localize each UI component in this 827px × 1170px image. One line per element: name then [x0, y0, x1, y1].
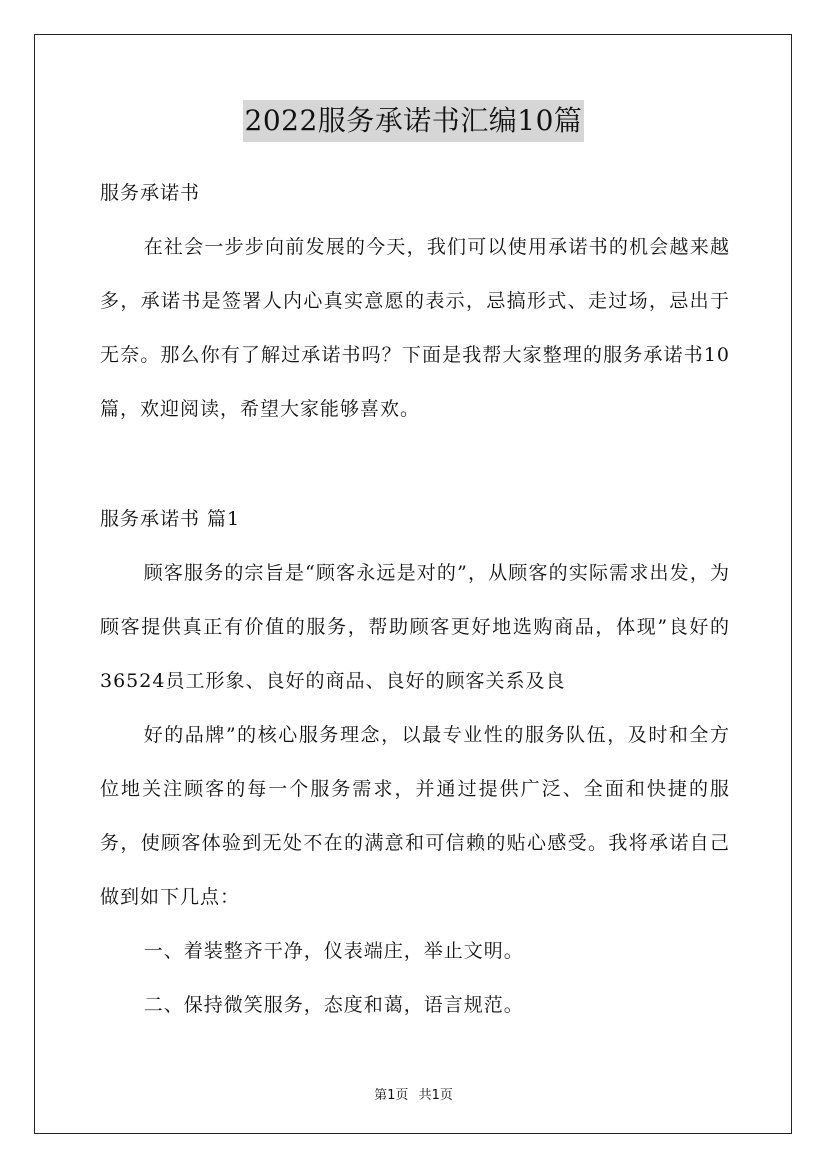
section1-paragraph-2: 好的品牌”的核心服务理念，以最专业性的服务队伍，及时和全方位地关注顾客的每一个服务需求，并通过提供广泛、全面和快捷的服务，使顾客体验到无处不在的满意和可信赖的贴心感受。我将承诺自己做到如下几点：: [100, 724, 730, 908]
page-total: 共1页: [418, 1088, 453, 1103]
page-footer: [0, 1084, 827, 1103]
intro-heading: 服务承诺书: [100, 182, 201, 204]
list-item-2: 二、保持微笑服务，态度和蔼，语言规范。: [143, 994, 524, 1016]
page-number: 第1页: [374, 1088, 409, 1103]
intro-paragraph: 在社会一步步向前发展的今天，我们可以使用承诺书的机会越来越多，承诺书是签署人内心真实意愿的表示，忌搞形式、走过场，忌出于无奈。那么你有了解过承诺书吗？下面是我帮大家整理的服务承诺书10篇，欢迎阅读，希望大家能够喜欢。: [100, 236, 730, 420]
title-container: [0, 100, 827, 142]
section1-heading: 服务承诺书 篇1: [100, 508, 241, 530]
section1-paragraph-1: 顾客服务的宗旨是“顾客永远是对的”，从顾客的实际需求出发，为顾客提供真正有价值的服务，帮助顾客更好地选购商品，体现”良好的36524员工形象、良好的商品、良好的顾客关系及良: [100, 562, 730, 692]
list-item-1: 一、着装整齐干净，仪表端庄，举止文明。: [143, 940, 524, 962]
document-title: 2022服务承诺书汇编10篇: [243, 100, 585, 142]
